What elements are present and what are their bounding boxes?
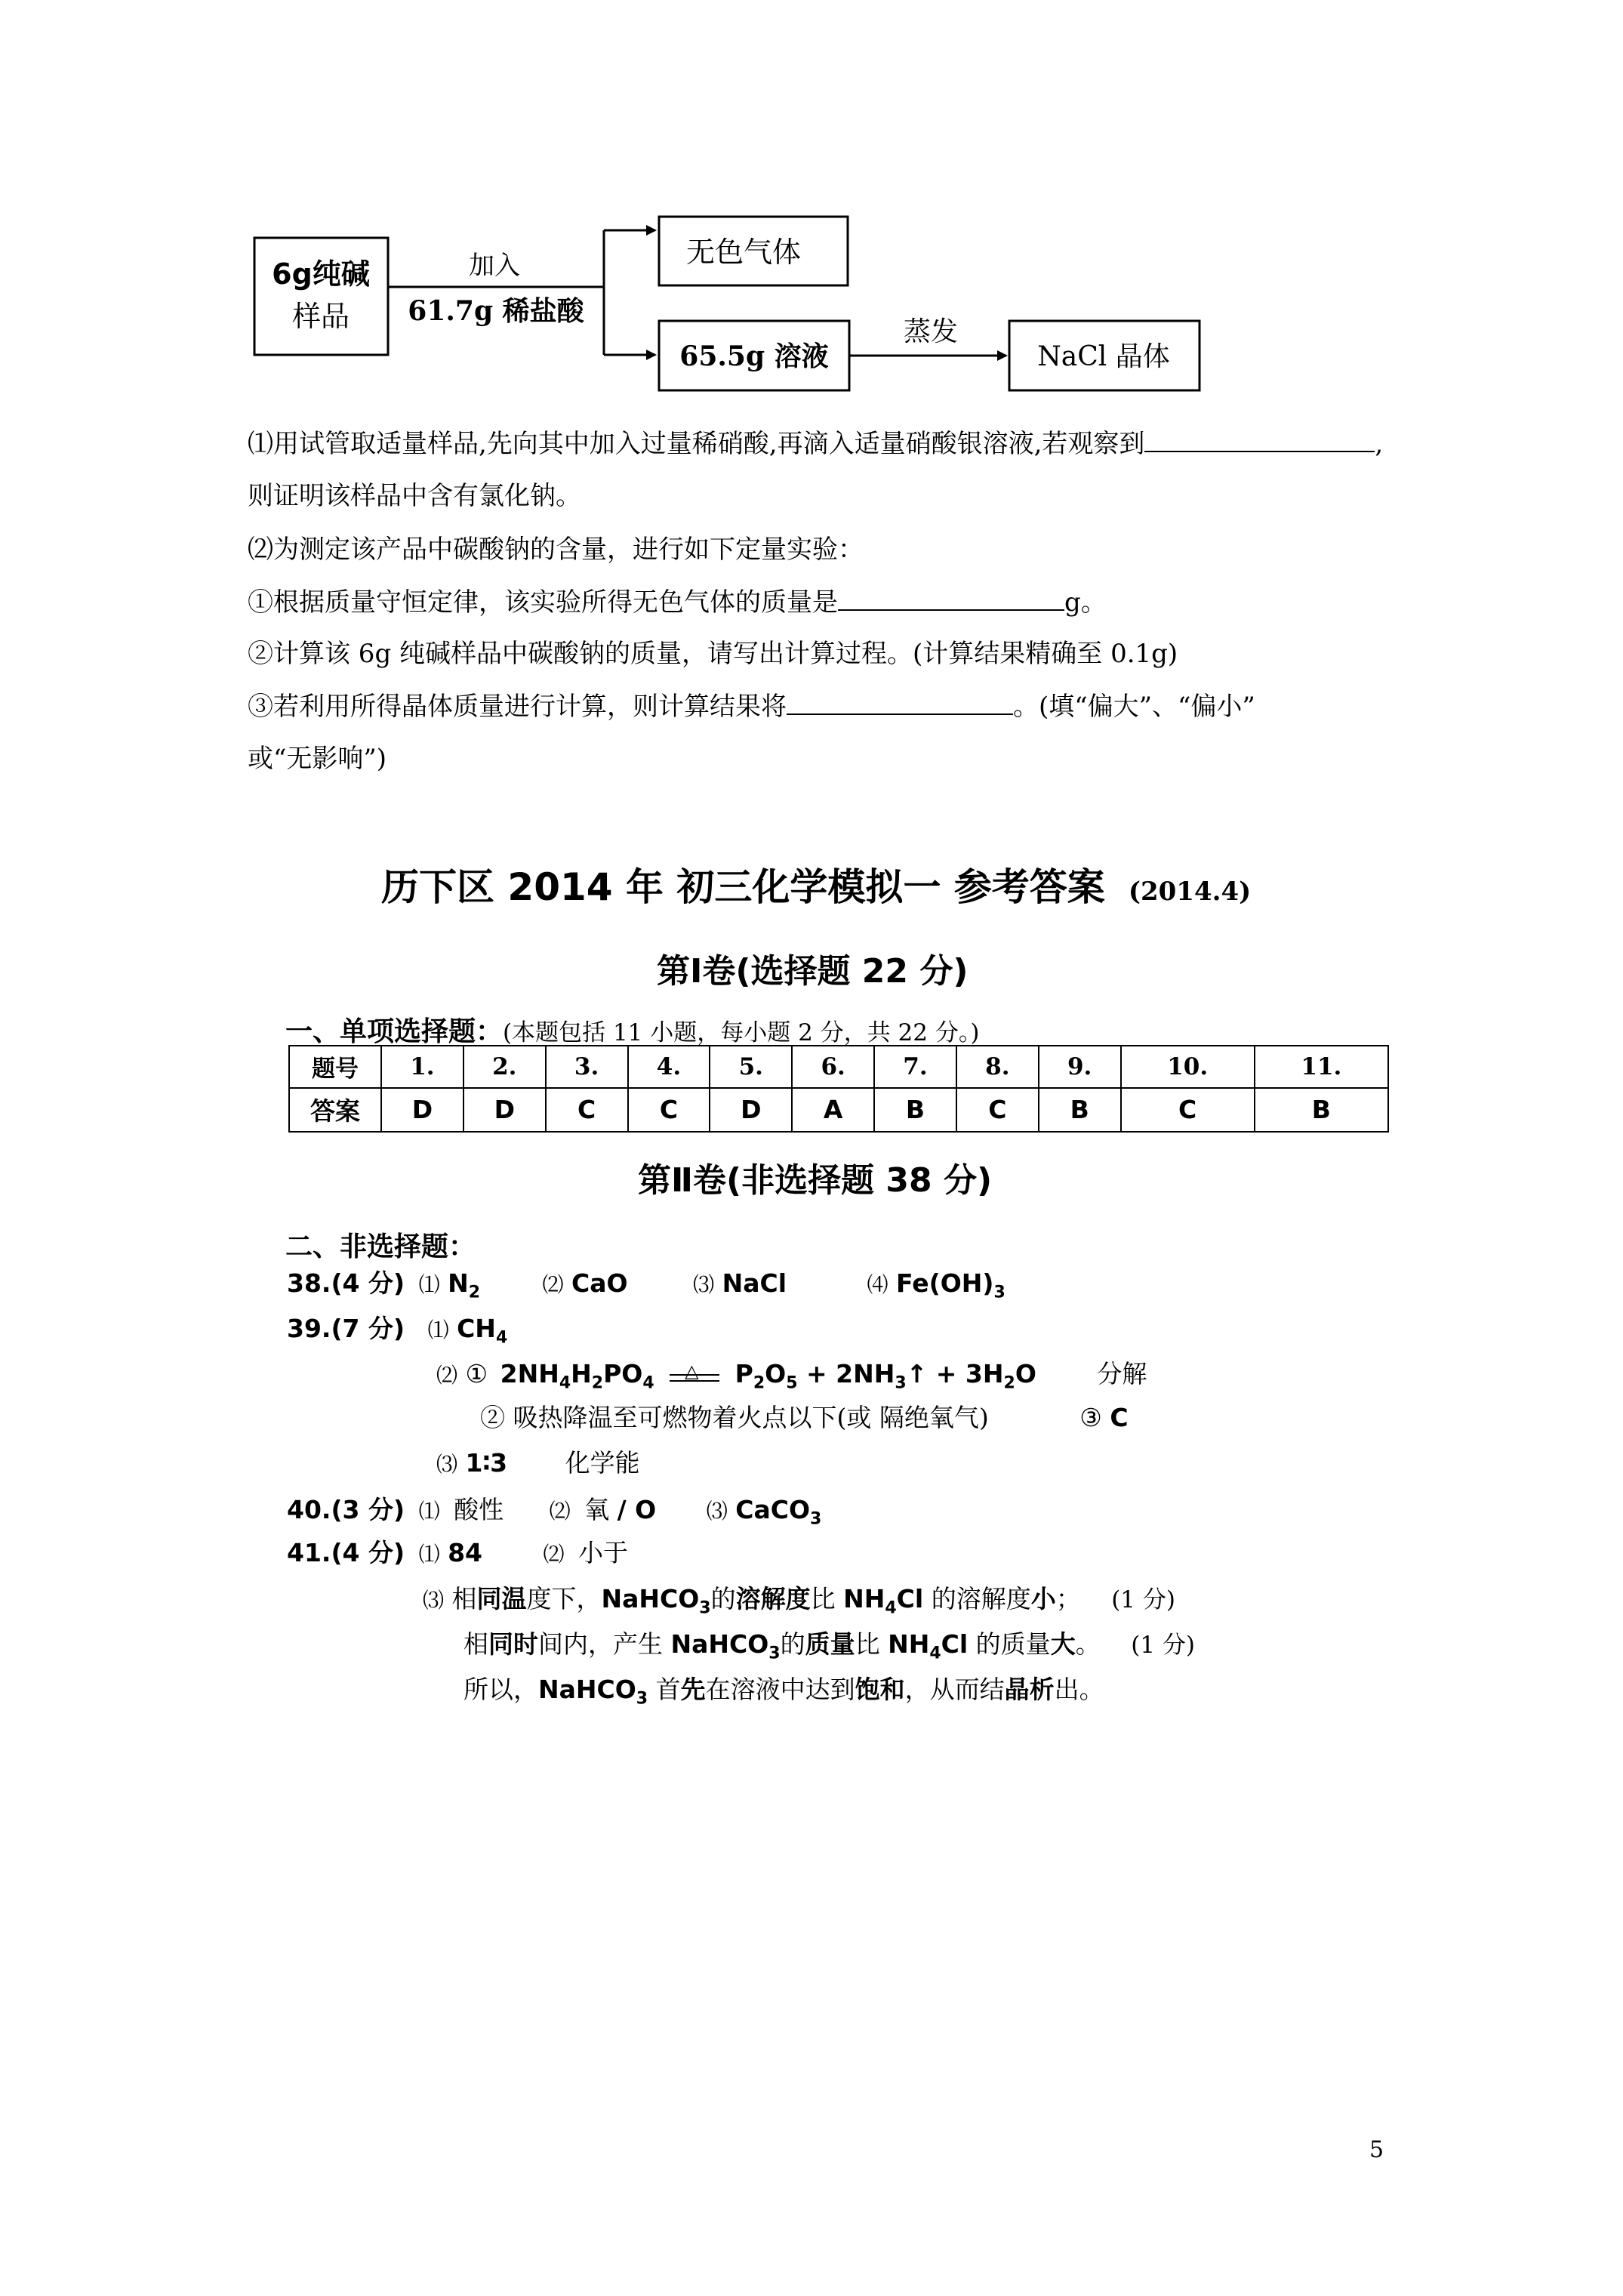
- answer-key-date: (2014.4): [1128, 877, 1252, 907]
- table-head-answer: 答案: [289, 1088, 381, 1132]
- question-2-3-text: ③若利用所得晶体质量进行计算，则计算结果将: [248, 692, 787, 722]
- table-answer: C: [628, 1088, 710, 1132]
- answer-table-number-row: [289, 1046, 1388, 1088]
- question-1-line1: [248, 428, 1383, 459]
- answer-41-label: 41.(4 分): [287, 1538, 405, 1567]
- question-2-1: [248, 587, 1107, 618]
- table-number: 11.: [1255, 1046, 1388, 1088]
- question-2-2: ②计算该 6g 纯碱样品中碳酸钠的质量，请写出计算过程。(计算结果精确至 0.1g): [248, 639, 1178, 669]
- part-marker: ⑶: [706, 1499, 728, 1524]
- answer-key-heading: [381, 857, 1251, 911]
- answer-38-4: $Fe(OH)_3$: [896, 1268, 1006, 1302]
- answer-39-3: [436, 1448, 640, 1480]
- table-answer: D: [381, 1088, 463, 1132]
- question-1-text: ⑴用试管取适量样品,先向其中加入过量稀硝酸,再滴入适量硝酸银溶液,若观察到: [248, 429, 1145, 459]
- table-number: 7.: [874, 1046, 956, 1088]
- answer-41-3-line3: [463, 1675, 1104, 1715]
- question-2-3: [248, 691, 1255, 722]
- arrow-top-label: 加入: [469, 251, 520, 281]
- table-number: 9.: [1039, 1046, 1121, 1088]
- mass-ratio: 1∶3: [465, 1448, 508, 1478]
- answer-40: [287, 1495, 821, 1535]
- answer-41-3-line2: [463, 1629, 1195, 1669]
- answer-blank-1: [1144, 428, 1375, 452]
- answer-39-1: $CH_4$: [457, 1314, 508, 1348]
- part-marker: ⑶: [423, 1588, 445, 1613]
- answer-table: [288, 1045, 1389, 1133]
- table-answer: B: [874, 1088, 956, 1132]
- answer-38-3: NaCl: [722, 1268, 787, 1298]
- sample-line1: 6g纯碱: [272, 257, 370, 291]
- question-2-intro: ⑵为测定该产品中碳酸钠的含量，进行如下定量实验：: [248, 535, 864, 565]
- table-answer: D: [710, 1088, 792, 1132]
- part-marker: ⑴: [427, 1318, 449, 1342]
- answer-39-2-line2: [480, 1403, 1129, 1433]
- part-marker: ⑵: [436, 1363, 458, 1388]
- answer-38-label: 38.(4 分): [287, 1268, 405, 1298]
- answer-39: [287, 1314, 507, 1354]
- answer-blank-2: [838, 587, 1064, 611]
- answer-blank-3: [787, 691, 1013, 715]
- question-1-end: ,: [1375, 429, 1384, 459]
- answer-38-2: CaO: [571, 1268, 628, 1298]
- answer-41-2: 小于: [578, 1538, 629, 1567]
- answer-39-label: 39.(7 分): [287, 1314, 405, 1343]
- part-marker: ⑴: [418, 1542, 440, 1567]
- answer-40-2: 氧: [584, 1495, 610, 1524]
- question-2-3-line2: 或“无影响”): [248, 744, 387, 774]
- answer-39-2-3: C: [1110, 1403, 1129, 1432]
- table-number: 2.: [463, 1046, 546, 1088]
- question-1-line2: 则证明该样品中含有氯化钠。: [248, 481, 581, 511]
- table-number: 3.: [546, 1046, 628, 1088]
- table-answer: C: [1121, 1088, 1255, 1132]
- part-marker: ⑷: [867, 1272, 888, 1297]
- part-marker: ⑶: [693, 1272, 715, 1297]
- question-2-3-end: 。(填“偏大”、“偏小”: [1013, 692, 1255, 722]
- table-answer: D: [463, 1088, 546, 1132]
- reaction-type: 分解: [1097, 1359, 1147, 1388]
- answer-key-title: 历下区 2014 年 初三化学模拟一 参考答案: [381, 865, 1105, 909]
- table-answer: A: [792, 1088, 874, 1132]
- answer-40-1: 酸性: [454, 1495, 504, 1524]
- section-1-note: (本题包括 11 小题，每小题 2 分，共 22 分。): [503, 1019, 980, 1046]
- table-number: 8.: [956, 1046, 1039, 1088]
- circled-marker: ①: [465, 1359, 488, 1388]
- heat-symbol: △: [685, 1360, 699, 1382]
- table-number: 10.: [1121, 1046, 1255, 1088]
- answer-39-2-2: ② 吸热降温至可燃物着火点以下(或 隔绝氧气): [480, 1403, 989, 1432]
- circled-marker: ③: [1079, 1403, 1102, 1432]
- answer-41-1: 84: [448, 1538, 483, 1567]
- answer-40-2b: / O: [617, 1495, 657, 1524]
- energy-form: 化学能: [565, 1448, 640, 1478]
- equals-top: [670, 1374, 719, 1376]
- answer-38: [287, 1268, 1006, 1308]
- answer-40-label: 40.(3 分): [287, 1495, 405, 1524]
- part-marker: ⑴: [418, 1499, 440, 1524]
- score-note: (1 分): [1111, 1586, 1175, 1613]
- table-answer: C: [546, 1088, 628, 1132]
- evaporate-label: 蒸发: [903, 316, 959, 347]
- solution-box-label: 65.5g 溶液: [679, 341, 829, 372]
- part-marker: ⑵: [549, 1499, 571, 1524]
- explanation-text: 相同时间内，产生 NaHCO$_3$的质量比 $NH_4Cl$ 的质量大。: [463, 1629, 1101, 1663]
- question-2-1-end: g。: [1064, 587, 1107, 618]
- equals-bottom: [670, 1380, 719, 1382]
- answer-38-1: $N_2$: [448, 1268, 481, 1302]
- crystal-box-label: NaCl 晶体: [1037, 341, 1170, 372]
- table-answer: C: [956, 1088, 1039, 1132]
- section-1-label: 一、单项选择题：: [285, 1016, 504, 1047]
- part-marker: ⑵: [543, 1542, 565, 1567]
- part-marker: ⑵: [542, 1272, 564, 1297]
- question-2-1-text: ①根据质量守恒定律，该实验所得无色气体的质量是: [248, 587, 838, 618]
- section-1-heading: [285, 1010, 979, 1049]
- section-2-label: 二、非选择题：: [285, 1231, 476, 1262]
- table-answer: B: [1255, 1088, 1388, 1132]
- heating-condition: [668, 1362, 721, 1389]
- table-number: 1.: [381, 1046, 463, 1088]
- explanation-text: 所以，NaHCO$_3$ 首先在溶液中达到饱和，从而结晶析出。: [463, 1675, 1104, 1709]
- answer-41-3-line1: [423, 1584, 1175, 1624]
- sample-line2: 样品: [291, 300, 350, 333]
- volume-2-title: 第Ⅱ卷(非选择题 38 分): [638, 1161, 993, 1200]
- arrow-bottom-label: 61.7g 稀盐酸: [408, 295, 584, 327]
- part-marker: ⑶: [436, 1452, 458, 1477]
- answer-39-2-equation: [436, 1359, 1147, 1399]
- table-number: 5.: [710, 1046, 792, 1088]
- equation-reactant: $2NH_4H_2PO_4$: [500, 1359, 654, 1393]
- score-note: (1 分): [1131, 1632, 1195, 1659]
- table-answer: B: [1039, 1088, 1121, 1132]
- explanation-text: 相同温度下，NaHCO$_3$的溶解度比 $NH_4Cl$ 的溶解度小；: [451, 1584, 1081, 1618]
- sample-box: [254, 238, 388, 355]
- answer-40-3: CaCO$_3$: [735, 1495, 822, 1529]
- page-number: 5: [1369, 2137, 1384, 2163]
- table-number: 4.: [628, 1046, 710, 1088]
- volume-1-title: 第Ⅰ卷(选择题 22 分): [657, 952, 969, 991]
- gas-box-label: 无色气体: [685, 236, 802, 269]
- part-marker: ⑴: [418, 1272, 440, 1297]
- answer-41: [287, 1538, 628, 1570]
- answer-table-answer-row: [289, 1088, 1388, 1132]
- table-head-number: 题号: [289, 1046, 381, 1088]
- table-number: 6.: [792, 1046, 874, 1088]
- flow-diagram: [0, 0, 1623, 423]
- equation-products: $P_2O_5$ + $2NH_3↑ + 3H_2O$: [735, 1359, 1036, 1393]
